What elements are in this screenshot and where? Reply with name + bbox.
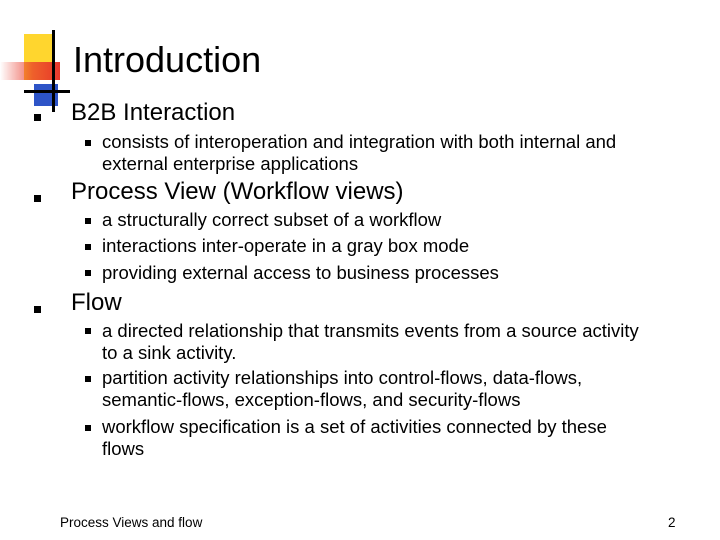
slide-title: Introduction — [73, 39, 262, 80]
footer-title: Process Views and flow — [60, 515, 203, 530]
sub-bullet-square-icon — [85, 376, 91, 382]
section-heading-process-view: Process View (Workflow views) — [71, 178, 404, 205]
sub-bullet-square-icon — [85, 270, 91, 276]
bullet-square-icon — [34, 114, 41, 121]
bullet-square-icon — [34, 306, 41, 313]
decoration-horizontal-line — [24, 90, 70, 93]
section-heading-flow: Flow — [71, 289, 122, 316]
sub-bullet-text: flows — [102, 438, 145, 459]
sub-bullet-text: workflow specification is a set of activities connected by these — [102, 416, 607, 437]
sub-bullet-square-icon — [85, 328, 91, 334]
sub-bullet-text: a structurally correct subset of a workflow — [102, 209, 442, 230]
sub-bullet-text: external enterprise applications — [102, 153, 359, 174]
decoration-red-bar — [0, 62, 60, 80]
sub-bullet-text: partition activity relationships into control-flows, data-flows, — [102, 367, 583, 388]
sub-bullet-square-icon — [85, 425, 91, 431]
sub-bullet-text: semantic-flows, exception-flows, and security-flows — [102, 389, 521, 410]
sub-bullet-text: providing external access to business processes — [102, 262, 499, 283]
sub-bullet-square-icon — [85, 218, 91, 224]
sub-bullet-text: to a sink activity. — [102, 342, 237, 363]
decoration-vertical-line — [52, 30, 55, 112]
bullet-square-icon — [34, 195, 41, 202]
sub-bullet-text: consists of interoperation and integration with both internal and — [102, 131, 617, 152]
section-heading-b2b: B2B Interaction — [71, 99, 236, 126]
sub-bullet-square-icon — [85, 140, 91, 146]
sub-bullet-square-icon — [85, 244, 91, 250]
page-number: 2 — [668, 515, 676, 530]
sub-bullet-text: interactions inter-operate in a gray box mode — [102, 235, 470, 256]
sub-bullet-text: a directed relationship that transmits events from a source activity — [102, 320, 639, 341]
